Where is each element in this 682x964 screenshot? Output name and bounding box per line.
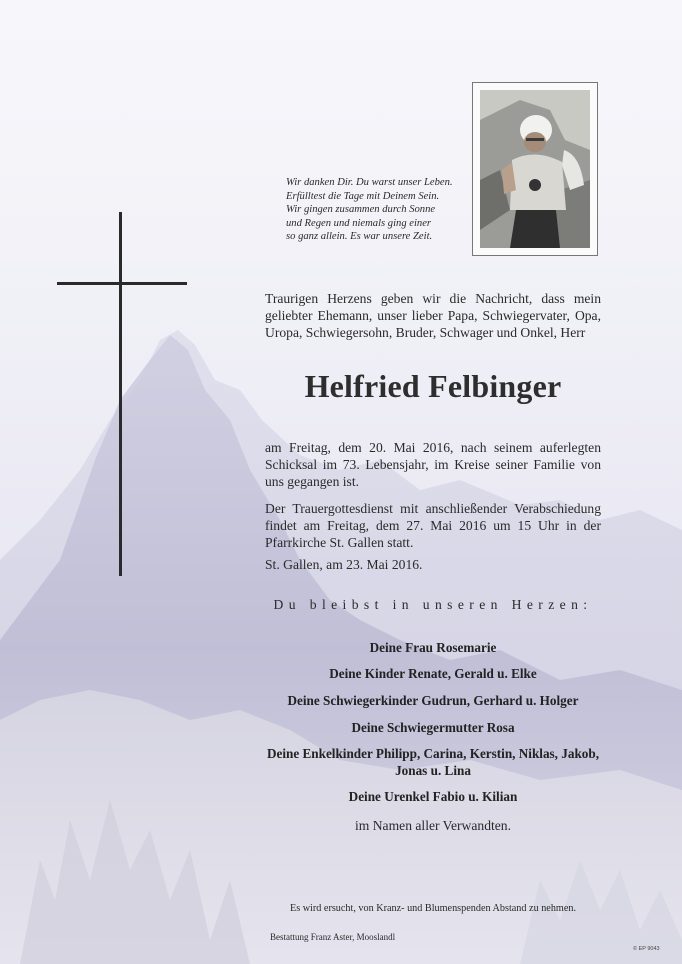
poem-line: so ganz allein. Es war unsere Zeit.	[286, 231, 433, 243]
portrait-photo	[480, 90, 590, 248]
announcement-intro: Traurigen Herzens geben wir die Nachricht, dass mein geliebter Ehemann, unser lieber Papa, Schwiegervater, Opa, Uropa, Schwiegersohn, Bruder, Schwager und Onkel, Herr	[265, 291, 601, 340]
mourner-children-in-law: Deine Schwiegerkinder Gudrun, Gerhard u. Holger	[287, 693, 579, 708]
mourner-children: Deine Kinder Renate, Gerald u. Elke	[329, 666, 537, 681]
poem-line: Erfülltest die Tage mit Deinem Sein.	[286, 190, 440, 202]
cross-vertical-bar	[119, 212, 122, 576]
poem-line: Wir gingen zusammen durch Sonne	[286, 204, 436, 216]
funeral-home: Bestattung Franz Aster, Mooslandl	[270, 932, 396, 942]
place-and-date: St. Gallen, am 23. Mai 2016.	[265, 557, 423, 572]
mourner-wife: Deine Frau Rosemarie	[369, 640, 497, 655]
mourner-grandchildren: Deine Enkelkinder Philipp, Carina, Kerstin, Niklas, Jakob, Jonas u. Lina	[266, 746, 600, 778]
funeral-service-paragraph: Der Trauergottesdienst mit anschließender Verabschiedung findet am Freitag, dem 27. Mai 2016 um 15 Uhr in der Pfarrkirche St. Gallen statt.	[265, 501, 601, 550]
donation-request: Es wird ersucht, von Kranz- und Blumenspenden Abstand zu nehmen.	[289, 903, 577, 914]
deceased-name: Helfried Felbinger	[304, 368, 562, 404]
mourner-great-grandchildren: Deine Urenkel Fabio u. Kilian	[348, 789, 518, 804]
death-notice-paragraph: am Freitag, dem 20. Mai 2016, nach seinem auferlegten Schicksal im 73. Lebensjahr, im Kreise seiner Familie von uns gegangen ist.	[265, 440, 601, 489]
portrait-photo-frame	[472, 82, 598, 256]
mourner-mother-in-law: Deine Schwiegermutter Rosa	[351, 720, 515, 735]
poem-line: Wir danken Dir. Du warst unser Leben.	[286, 177, 453, 188]
remembrance-line: Du bleibst in unseren Herzen:	[273, 597, 593, 612]
cross-horizontal-bar	[57, 282, 187, 285]
print-code: © EP 9043	[633, 946, 660, 952]
relatives-line: im Namen aller Verwandten.	[354, 818, 512, 833]
poem-line: und Regen und niemals ging einer	[286, 217, 432, 229]
poem	[286, 176, 476, 244]
